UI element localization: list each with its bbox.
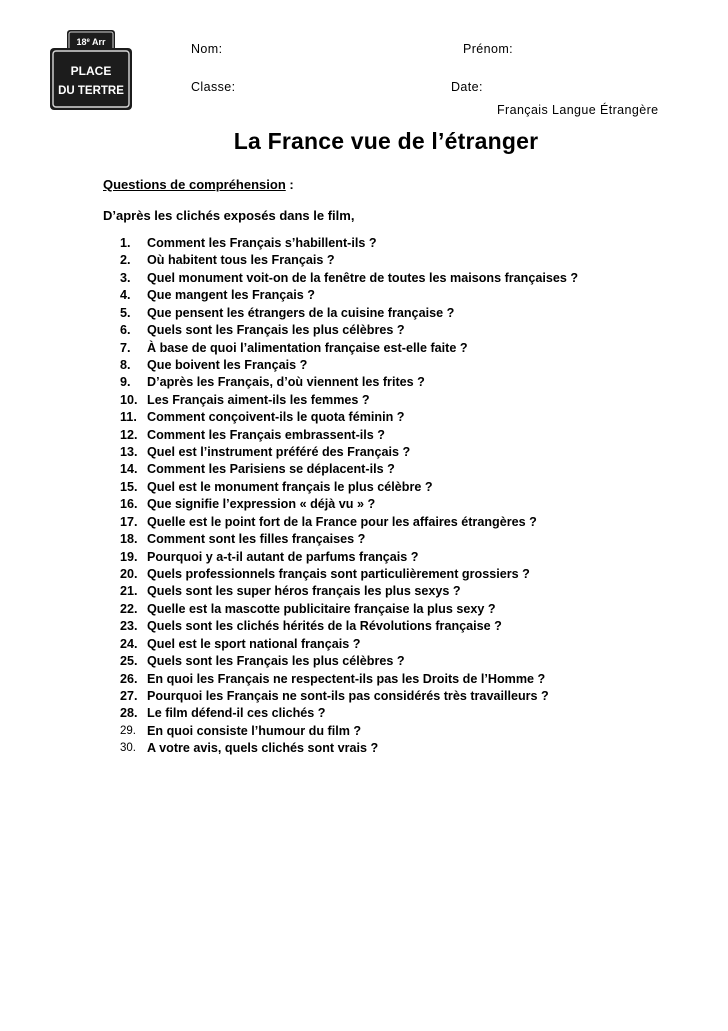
question-item (120, 357, 578, 374)
questions-heading-label: Questions de compréhension (103, 177, 286, 192)
question-text: Quel est le sport national français ? (147, 636, 361, 651)
question-number: 27. (120, 688, 138, 703)
question-text: Que pensent les étrangers de la cuisine française ? (147, 305, 455, 320)
intro-text: D’après les clichés exposés dans le film, (103, 208, 355, 223)
question-number: 14. (120, 462, 138, 477)
question-text: Quel est l’instrument préféré des Français ? (147, 445, 411, 460)
question-number: 2. (120, 253, 131, 268)
question-item (120, 270, 578, 287)
question-text: Quel monument voit-on de la fenêtre de toutes les maisons françaises ? (147, 270, 579, 285)
question-text: Que signifie l’expression « déjà vu » ? (147, 497, 376, 512)
question-item (120, 444, 578, 461)
question-text: Où habitent tous les Français ? (147, 253, 335, 268)
question-item (120, 531, 578, 548)
question-item (120, 705, 578, 722)
nom-label: Nom: (191, 42, 223, 56)
question-text: D’après les Français, d’où viennent les frites ? (147, 375, 425, 390)
question-item (120, 636, 578, 653)
question-text: Comment les Parisiens se déplacent-ils ? (147, 462, 395, 477)
question-number: 28. (120, 706, 138, 721)
page-title: La France vue de l’étranger (233, 128, 539, 154)
question-text: Quels sont les super héros français les plus sexys ? (147, 584, 461, 599)
question-number: 6. (120, 323, 131, 338)
question-text: Que boivent les Français ? (147, 357, 308, 372)
question-item (120, 514, 578, 531)
question-text: Pourquoi y a-t-il autant de parfums français ? (147, 549, 419, 564)
question-number: 11. (120, 410, 137, 425)
question-text: Les Français aiment-ils les femmes ? (147, 392, 370, 407)
question-number: 8. (120, 357, 131, 372)
question-number: 15. (120, 479, 138, 494)
question-text: Quels sont les Français les plus célèbres ? (147, 323, 405, 338)
question-item (120, 601, 578, 618)
question-number: 5. (120, 305, 131, 320)
question-item (120, 461, 578, 478)
question-number: 4. (120, 288, 131, 303)
question-number: 30. (120, 742, 136, 755)
questions-heading (103, 177, 294, 192)
question-item (120, 566, 578, 583)
question-text: Pourquoi les Français ne sont-ils pas considérés très travailleurs ? (147, 688, 549, 703)
question-item (120, 252, 578, 269)
logo-text-place: PLACE (70, 64, 112, 78)
question-item (120, 583, 578, 600)
question-item (120, 653, 578, 670)
svg-text:18e Arr (76, 37, 106, 47)
logo-text-sup: e (86, 38, 90, 44)
question-text: Quels sont les clichés hérités de la Révolutions française ? (147, 619, 502, 634)
question-number: 12. (120, 427, 138, 442)
question-text: Que mangent les Français ? (147, 288, 315, 303)
question-item (120, 287, 578, 304)
question-item (120, 618, 578, 635)
question-text: Quels sont les Français les plus célèbres ? (147, 654, 405, 669)
question-item (120, 235, 578, 252)
question-number: 3. (120, 270, 131, 285)
question-text: En quoi les Français ne respectent-ils pas les Droits de l’Homme ? (147, 671, 546, 686)
question-item (120, 496, 578, 513)
question-number: 21. (120, 584, 138, 599)
question-number: 13. (120, 445, 138, 460)
question-item (120, 723, 578, 740)
question-number: 26. (120, 671, 138, 686)
question-text: A votre avis, quels clichés sont vrais ? (147, 741, 379, 756)
logo-text-arrondissement: 18 (76, 37, 87, 47)
question-item (120, 549, 578, 566)
question-number: 16. (120, 497, 138, 512)
question-text: Quels professionnels français sont particulièrement grossiers ? (147, 567, 530, 582)
question-number: 10. (120, 392, 138, 407)
question-text: Quel est le monument français le plus célèbre ? (147, 479, 433, 494)
question-item (120, 340, 578, 357)
logo-text-arr: Arr (89, 37, 106, 47)
place-du-tertre-sign-logo (48, 28, 134, 112)
question-number: 17. (120, 514, 138, 529)
question-item (120, 688, 578, 705)
question-text: En quoi consiste l’humour du film ? (147, 723, 362, 738)
prenom-label: Prénom: (463, 42, 514, 56)
question-text: À base de quoi l’alimentation française est-elle faite ? (147, 340, 468, 355)
question-number: 20. (120, 567, 138, 582)
question-text: Comment sont les filles françaises ? (147, 532, 366, 547)
question-number: 25. (120, 654, 138, 669)
question-text: Le film défend-il ces clichés ? (147, 706, 326, 721)
question-item (120, 671, 578, 688)
question-item (120, 427, 578, 444)
question-text: Quelle est la mascotte publicitaire française la plus sexy ? (147, 601, 496, 616)
logo-text-du-tertre: DU TERTRE (58, 85, 124, 97)
question-number: 18. (120, 532, 138, 547)
classe-label: Classe: (191, 80, 236, 94)
question-text: Quelle est le point fort de la France pour les affaires étrangères ? (147, 514, 537, 529)
question-item (120, 409, 578, 426)
question-item (120, 740, 578, 757)
question-number: 24. (120, 636, 138, 651)
question-item (120, 392, 578, 409)
question-list (120, 235, 578, 758)
question-text: Comment les Français s’habillent-ils ? (147, 236, 377, 250)
question-item (120, 322, 578, 339)
date-label: Date: (451, 80, 483, 94)
question-number: 23. (120, 619, 138, 634)
questions-heading-colon: : (285, 177, 294, 192)
question-number: 19. (120, 549, 138, 564)
question-item (120, 479, 578, 496)
question-text: Comment conçoivent-ils le quota féminin ? (147, 410, 405, 425)
question-item (120, 305, 578, 322)
question-number: 9. (120, 375, 131, 390)
question-text: Comment les Français embrassent-ils ? (147, 427, 385, 442)
question-number: 7. (120, 340, 131, 355)
question-number: 29. (120, 724, 136, 737)
question-number: 22. (120, 601, 138, 616)
question-number: 1. (120, 236, 131, 250)
subject-label: Français Langue Étrangère (497, 103, 659, 117)
question-item (120, 374, 578, 391)
